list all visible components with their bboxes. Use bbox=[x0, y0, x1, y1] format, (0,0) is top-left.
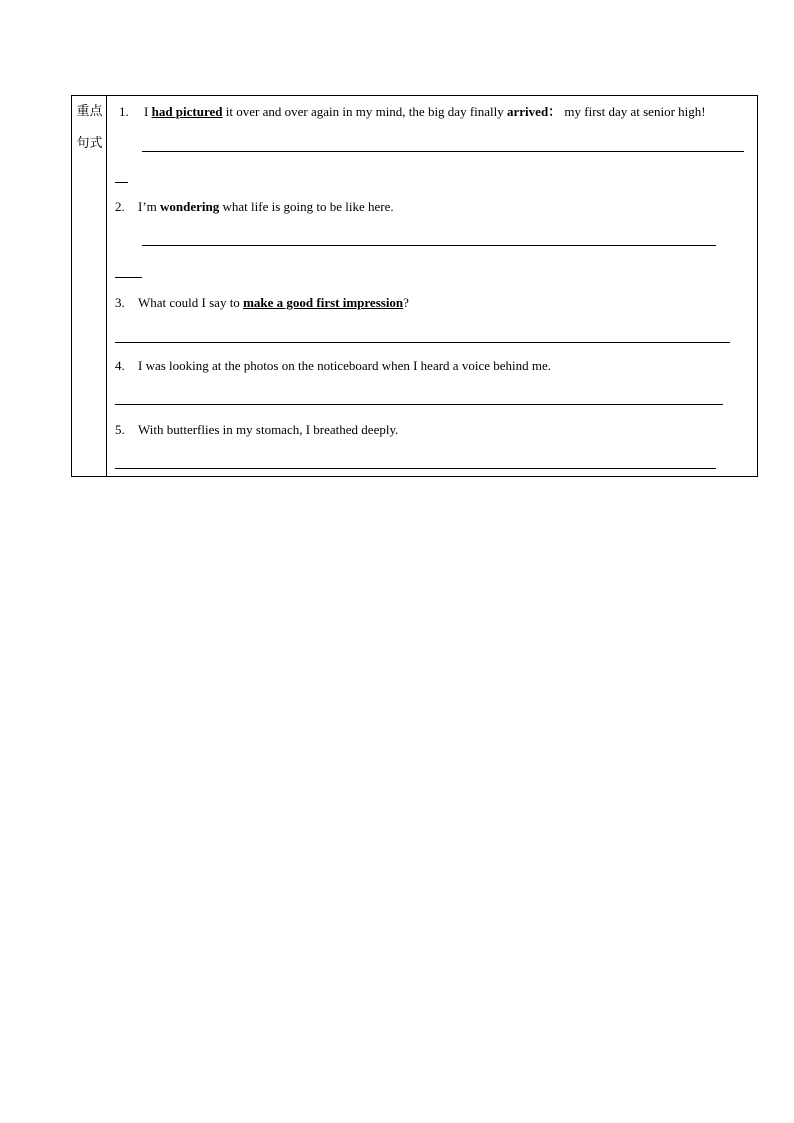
answer-blank-1[interactable] bbox=[142, 151, 744, 152]
sentence-number: 3. bbox=[115, 295, 125, 310]
answer-blank-2-continuation[interactable] bbox=[115, 277, 142, 278]
sentence-number: 4. bbox=[115, 358, 125, 373]
key-phrase: wondering bbox=[160, 199, 220, 214]
sentence-3 bbox=[115, 295, 409, 311]
section-label-line-2: 句式 bbox=[76, 136, 103, 151]
sentence-text: it over and over again in my mind, the big day finally bbox=[222, 104, 508, 119]
sentence-1 bbox=[119, 104, 706, 120]
sentence-text: I was looking at the photos on the noticeboard when I heard a voice behind me. bbox=[138, 358, 551, 373]
sentences-cell bbox=[107, 96, 757, 476]
sentence-text: ? bbox=[403, 295, 409, 310]
sentence-number: 5. bbox=[115, 422, 125, 437]
answer-blank-1-continuation[interactable] bbox=[115, 182, 128, 183]
key-phrase: had pictured bbox=[151, 104, 223, 119]
sentence-5 bbox=[115, 422, 398, 438]
sentence-text: I’m bbox=[138, 199, 161, 214]
answer-blank-3[interactable] bbox=[115, 342, 730, 343]
sentence-2 bbox=[115, 199, 394, 215]
answer-blank-2[interactable] bbox=[142, 245, 716, 246]
sentence-number: 2. bbox=[115, 199, 125, 214]
key-phrase: arrived： bbox=[507, 104, 562, 119]
section-label-cell bbox=[72, 96, 107, 476]
answer-blank-5[interactable] bbox=[115, 468, 716, 469]
answer-blank-4[interactable] bbox=[115, 404, 723, 405]
key-sentences-table bbox=[71, 95, 758, 477]
sentence-4 bbox=[115, 358, 551, 374]
sentence-text: With butterflies in my stomach, I breathed deeply. bbox=[138, 422, 399, 437]
sentence-text: I bbox=[144, 104, 152, 119]
sentence-number: 1. bbox=[119, 104, 129, 119]
key-phrase: make a good first impression bbox=[243, 295, 404, 310]
sentence-text: what life is going to be like here. bbox=[219, 199, 394, 214]
section-label-line-1: 重点 bbox=[76, 104, 103, 119]
sentence-text: my first day at senior high! bbox=[561, 104, 706, 119]
sentence-text: What could I say to bbox=[138, 295, 244, 310]
